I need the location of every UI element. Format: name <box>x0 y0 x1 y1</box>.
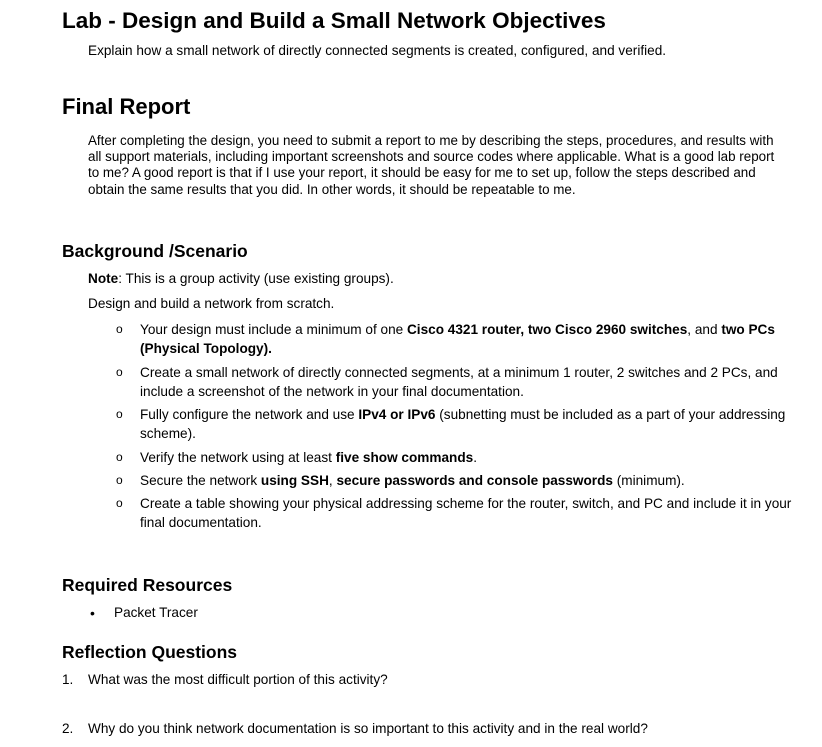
resource-bullet: • <box>90 605 95 621</box>
scenario-intro: Design and build a network from scratch. <box>88 296 335 311</box>
item-text: Create a table showing your physical addressing scheme for the router, switch, and PC and include it in your final documentation. <box>140 496 792 530</box>
item-bold: IPv4 or IPv6 <box>358 407 436 422</box>
final-report-heading: Final Report <box>62 94 191 119</box>
list-bullet: o <box>116 322 123 336</box>
item-bold: five show commands <box>335 450 474 465</box>
item-text: . <box>473 450 477 465</box>
list-bullet: o <box>116 407 123 421</box>
note-line <box>88 271 394 287</box>
note-label: Note <box>88 271 119 286</box>
background-heading: Background /Scenario <box>62 241 248 261</box>
item-bold: using SSH <box>260 473 329 488</box>
list-bullet: o <box>116 450 123 464</box>
reflection-heading: Reflection Questions <box>62 642 238 662</box>
item-text: , <box>328 473 337 488</box>
objective-text: Explain how a small network of directly connected segments is created, configured, and verified. <box>88 43 667 58</box>
question-number: 2. <box>62 721 74 736</box>
final-report-text: After completing the design, you need to submit a report to me by describing the steps, procedures, and results with all support materials, including important screenshots and source codes where applicable. What is a good lab report to me? A good report is that if I use your report, it should be easy for me to set up, follow the steps described and obtain the same results that you did. In other words, it should be repeatable to me. <box>88 133 775 197</box>
item-text: Secure the network <box>140 473 261 488</box>
list-item <box>140 448 800 467</box>
question-text: What was the most difficult portion of this activity? <box>88 672 388 687</box>
item-text: Create a small network of directly connected segments, at a minimum 1 router, 2 switches and 2 PCs, and include a screenshot of the network in your final documentation. <box>140 365 778 399</box>
list-item <box>140 320 800 358</box>
item-text: Your design must include a minimum of one <box>140 322 407 337</box>
list-item <box>140 494 800 532</box>
page-title: Lab - Design and Build a Small Network Objectives <box>62 8 606 33</box>
item-bold: two PCs (Physical Topology). <box>140 322 775 356</box>
list-item <box>140 363 800 401</box>
item-text: , and <box>687 322 722 337</box>
item-text: (minimum). <box>612 473 685 488</box>
resources-heading: Required Resources <box>62 575 233 595</box>
item-bold: Cisco 4321 router, two Cisco 2960 switches <box>406 322 688 337</box>
note-text: : This is a group activity (use existing groups). <box>118 271 394 286</box>
list-item <box>140 405 800 443</box>
question-number: 1. <box>62 672 74 687</box>
item-bold: secure passwords and console passwords <box>336 473 613 488</box>
list-bullet: o <box>116 496 123 510</box>
list-bullet: o <box>116 473 123 487</box>
item-text: (subnetting must be included as a part of your addressing scheme). <box>140 407 786 441</box>
list-item <box>140 471 800 490</box>
list-bullet: o <box>116 365 123 379</box>
item-text: Fully configure the network and use <box>140 407 359 422</box>
question-text: Why do you think network documentation is so important to this activity and in the real world? <box>88 721 648 736</box>
resource-item: Packet Tracer <box>114 605 198 620</box>
item-text: Verify the network using at least <box>140 450 336 465</box>
